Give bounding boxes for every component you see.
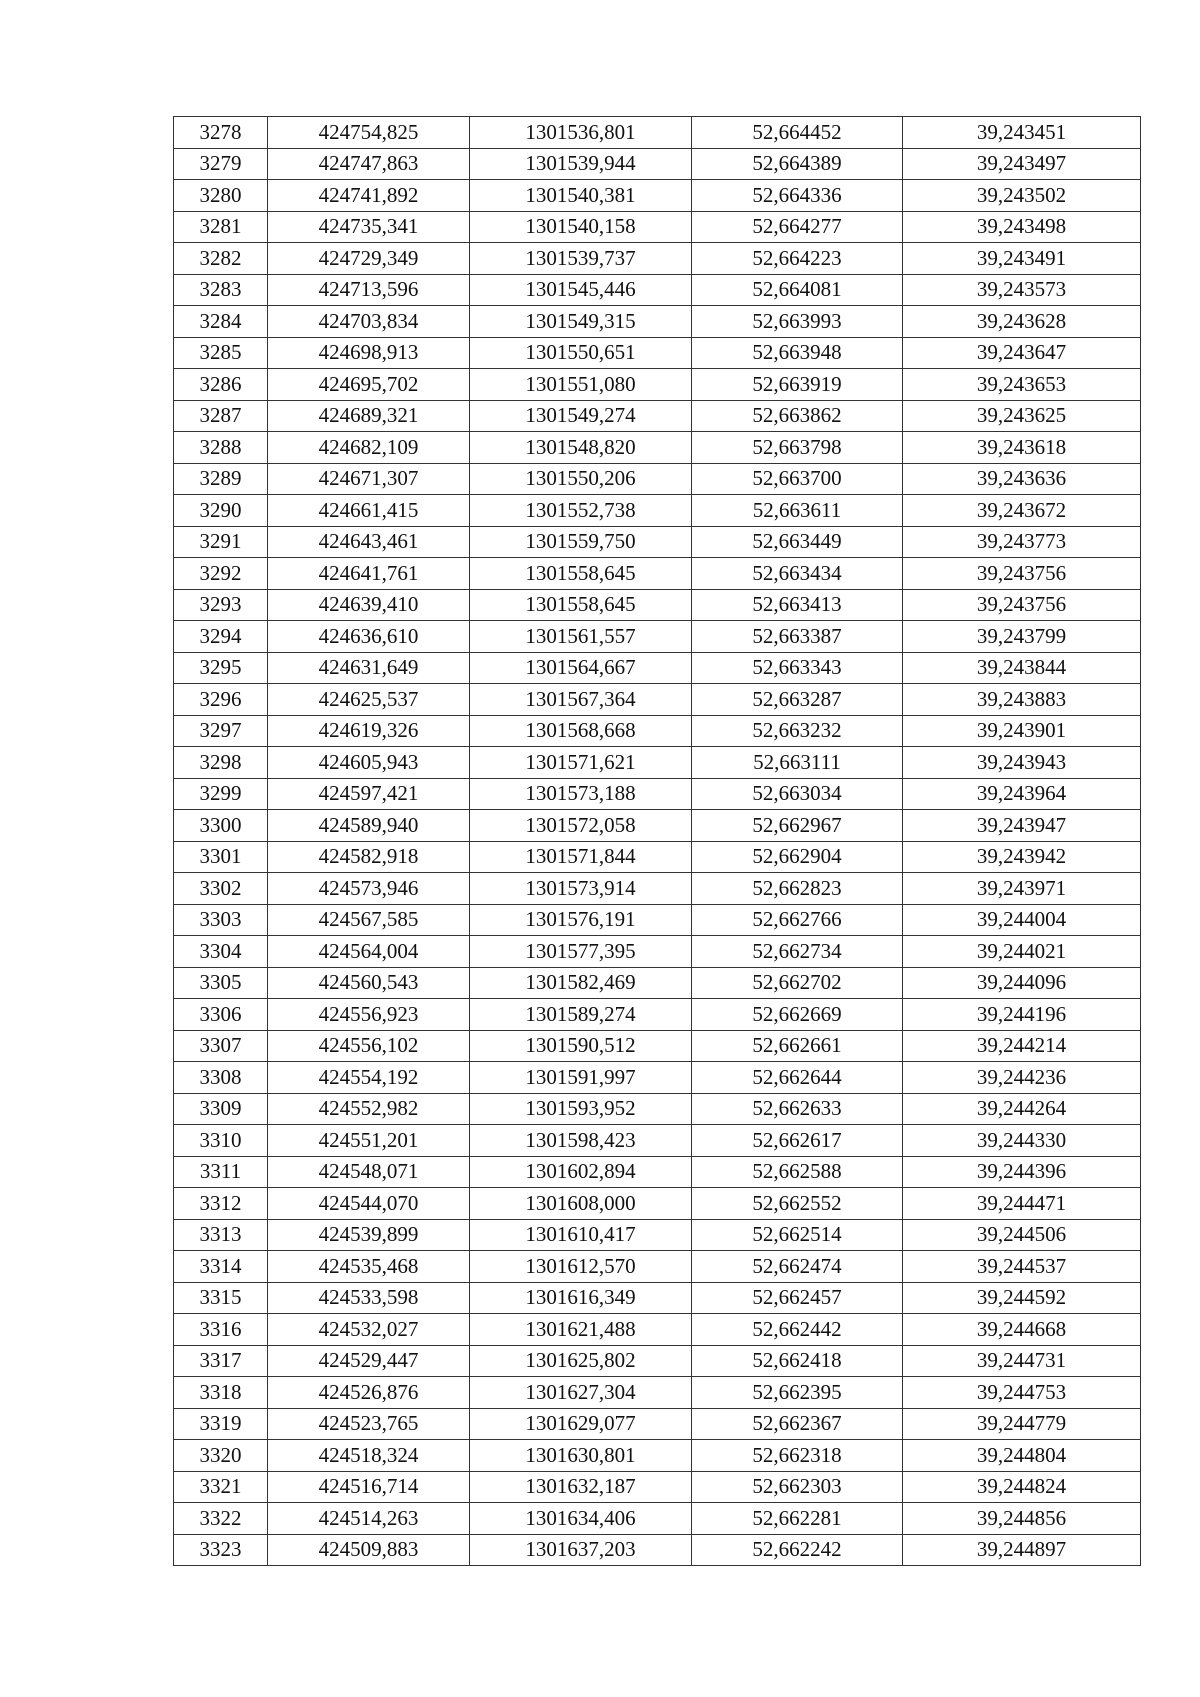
x-coordinate-cell: 424554,192 xyxy=(268,1062,470,1094)
point-number-cell: 3286 xyxy=(174,369,268,401)
latitude-cell: 52,663343 xyxy=(692,652,903,684)
x-coordinate-cell: 424532,027 xyxy=(268,1314,470,1346)
point-number-cell: 3283 xyxy=(174,274,268,306)
x-coordinate-cell: 424539,899 xyxy=(268,1219,470,1251)
longitude-cell: 39,243636 xyxy=(903,463,1141,495)
y-coordinate-cell: 1301550,206 xyxy=(470,463,692,495)
table-row xyxy=(174,904,1141,936)
longitude-cell: 39,244537 xyxy=(903,1251,1141,1283)
table-row xyxy=(174,180,1141,212)
x-coordinate-cell: 424703,834 xyxy=(268,306,470,338)
table-row xyxy=(174,747,1141,779)
table-row xyxy=(174,1125,1141,1157)
longitude-cell: 39,244196 xyxy=(903,999,1141,1031)
point-number-cell: 3290 xyxy=(174,495,268,527)
x-coordinate-cell: 424639,410 xyxy=(268,589,470,621)
latitude-cell: 52,663111 xyxy=(692,747,903,779)
table-row xyxy=(174,369,1141,401)
x-coordinate-cell: 424689,321 xyxy=(268,400,470,432)
point-number-cell: 3278 xyxy=(174,117,268,149)
point-number-cell: 3311 xyxy=(174,1156,268,1188)
x-coordinate-cell: 424518,324 xyxy=(268,1440,470,1472)
y-coordinate-cell: 1301558,645 xyxy=(470,589,692,621)
longitude-cell: 39,243942 xyxy=(903,841,1141,873)
y-coordinate-cell: 1301549,274 xyxy=(470,400,692,432)
latitude-cell: 52,664389 xyxy=(692,148,903,180)
latitude-cell: 52,662734 xyxy=(692,936,903,968)
x-coordinate-cell: 424695,702 xyxy=(268,369,470,401)
x-coordinate-cell: 424514,263 xyxy=(268,1503,470,1535)
latitude-cell: 52,662766 xyxy=(692,904,903,936)
table-row xyxy=(174,306,1141,338)
x-coordinate-cell: 424529,447 xyxy=(268,1345,470,1377)
y-coordinate-cell: 1301561,557 xyxy=(470,621,692,653)
y-coordinate-cell: 1301632,187 xyxy=(470,1471,692,1503)
y-coordinate-cell: 1301582,469 xyxy=(470,967,692,999)
y-coordinate-cell: 1301567,364 xyxy=(470,684,692,716)
x-coordinate-cell: 424597,421 xyxy=(268,778,470,810)
x-coordinate-cell: 424589,940 xyxy=(268,810,470,842)
y-coordinate-cell: 1301571,844 xyxy=(470,841,692,873)
latitude-cell: 52,662281 xyxy=(692,1503,903,1535)
latitude-cell: 52,663948 xyxy=(692,337,903,369)
latitude-cell: 52,662633 xyxy=(692,1093,903,1125)
latitude-cell: 52,664452 xyxy=(692,117,903,149)
table-row xyxy=(174,117,1141,149)
longitude-cell: 39,243502 xyxy=(903,180,1141,212)
table-row xyxy=(174,432,1141,464)
point-number-cell: 3287 xyxy=(174,400,268,432)
latitude-cell: 52,662442 xyxy=(692,1314,903,1346)
x-coordinate-cell: 424641,761 xyxy=(268,558,470,590)
latitude-cell: 52,662904 xyxy=(692,841,903,873)
latitude-cell: 52,662552 xyxy=(692,1188,903,1220)
point-number-cell: 3317 xyxy=(174,1345,268,1377)
latitude-cell: 52,663919 xyxy=(692,369,903,401)
point-number-cell: 3285 xyxy=(174,337,268,369)
table-row xyxy=(174,873,1141,905)
y-coordinate-cell: 1301608,000 xyxy=(470,1188,692,1220)
longitude-cell: 39,243498 xyxy=(903,211,1141,243)
latitude-cell: 52,663387 xyxy=(692,621,903,653)
y-coordinate-cell: 1301559,750 xyxy=(470,526,692,558)
longitude-cell: 39,244753 xyxy=(903,1377,1141,1409)
latitude-cell: 52,663611 xyxy=(692,495,903,527)
latitude-cell: 52,664277 xyxy=(692,211,903,243)
x-coordinate-cell: 424535,468 xyxy=(268,1251,470,1283)
table-row xyxy=(174,1030,1141,1062)
longitude-cell: 39,244021 xyxy=(903,936,1141,968)
y-coordinate-cell: 1301577,395 xyxy=(470,936,692,968)
table-row xyxy=(174,810,1141,842)
point-number-cell: 3319 xyxy=(174,1408,268,1440)
y-coordinate-cell: 1301610,417 xyxy=(470,1219,692,1251)
point-number-cell: 3294 xyxy=(174,621,268,653)
y-coordinate-cell: 1301634,406 xyxy=(470,1503,692,1535)
point-number-cell: 3297 xyxy=(174,715,268,747)
y-coordinate-cell: 1301621,488 xyxy=(470,1314,692,1346)
y-coordinate-cell: 1301591,997 xyxy=(470,1062,692,1094)
y-coordinate-cell: 1301571,621 xyxy=(470,747,692,779)
longitude-cell: 39,244330 xyxy=(903,1125,1141,1157)
table-row xyxy=(174,1219,1141,1251)
latitude-cell: 52,662967 xyxy=(692,810,903,842)
longitude-cell: 39,243497 xyxy=(903,148,1141,180)
table-row xyxy=(174,841,1141,873)
point-number-cell: 3300 xyxy=(174,810,268,842)
table-row xyxy=(174,936,1141,968)
latitude-cell: 52,664223 xyxy=(692,243,903,275)
table-row xyxy=(174,778,1141,810)
x-coordinate-cell: 424682,109 xyxy=(268,432,470,464)
table-row xyxy=(174,715,1141,747)
table-row xyxy=(174,967,1141,999)
table-row xyxy=(174,1345,1141,1377)
x-coordinate-cell: 424729,349 xyxy=(268,243,470,275)
longitude-cell: 39,243773 xyxy=(903,526,1141,558)
table-row xyxy=(174,243,1141,275)
y-coordinate-cell: 1301612,570 xyxy=(470,1251,692,1283)
x-coordinate-cell: 424636,610 xyxy=(268,621,470,653)
latitude-cell: 52,662588 xyxy=(692,1156,903,1188)
point-number-cell: 3315 xyxy=(174,1282,268,1314)
table-row xyxy=(174,1282,1141,1314)
coordinates-table-body xyxy=(174,117,1141,1566)
point-number-cell: 3307 xyxy=(174,1030,268,1062)
point-number-cell: 3284 xyxy=(174,306,268,338)
table-row xyxy=(174,148,1141,180)
longitude-cell: 39,244856 xyxy=(903,1503,1141,1535)
latitude-cell: 52,662303 xyxy=(692,1471,903,1503)
longitude-cell: 39,243672 xyxy=(903,495,1141,527)
longitude-cell: 39,243653 xyxy=(903,369,1141,401)
y-coordinate-cell: 1301593,952 xyxy=(470,1093,692,1125)
latitude-cell: 52,663862 xyxy=(692,400,903,432)
y-coordinate-cell: 1301616,349 xyxy=(470,1282,692,1314)
point-number-cell: 3320 xyxy=(174,1440,268,1472)
latitude-cell: 52,662242 xyxy=(692,1534,903,1566)
y-coordinate-cell: 1301630,801 xyxy=(470,1440,692,1472)
x-coordinate-cell: 424754,825 xyxy=(268,117,470,149)
y-coordinate-cell: 1301550,651 xyxy=(470,337,692,369)
y-coordinate-cell: 1301539,737 xyxy=(470,243,692,275)
table-row xyxy=(174,1534,1141,1566)
point-number-cell: 3282 xyxy=(174,243,268,275)
x-coordinate-cell: 424698,913 xyxy=(268,337,470,369)
latitude-cell: 52,662474 xyxy=(692,1251,903,1283)
point-number-cell: 3316 xyxy=(174,1314,268,1346)
longitude-cell: 39,244897 xyxy=(903,1534,1141,1566)
latitude-cell: 52,662457 xyxy=(692,1282,903,1314)
x-coordinate-cell: 424631,649 xyxy=(268,652,470,684)
longitude-cell: 39,244096 xyxy=(903,967,1141,999)
table-row xyxy=(174,1503,1141,1535)
y-coordinate-cell: 1301572,058 xyxy=(470,810,692,842)
y-coordinate-cell: 1301568,668 xyxy=(470,715,692,747)
table-row xyxy=(174,1251,1141,1283)
longitude-cell: 39,243618 xyxy=(903,432,1141,464)
longitude-cell: 39,244004 xyxy=(903,904,1141,936)
x-coordinate-cell: 424573,946 xyxy=(268,873,470,905)
longitude-cell: 39,243971 xyxy=(903,873,1141,905)
table-row xyxy=(174,999,1141,1031)
table-row xyxy=(174,652,1141,684)
table-row xyxy=(174,1440,1141,1472)
x-coordinate-cell: 424556,923 xyxy=(268,999,470,1031)
x-coordinate-cell: 424544,070 xyxy=(268,1188,470,1220)
longitude-cell: 39,243883 xyxy=(903,684,1141,716)
point-number-cell: 3318 xyxy=(174,1377,268,1409)
y-coordinate-cell: 1301540,158 xyxy=(470,211,692,243)
x-coordinate-cell: 424735,341 xyxy=(268,211,470,243)
y-coordinate-cell: 1301539,944 xyxy=(470,148,692,180)
longitude-cell: 39,243491 xyxy=(903,243,1141,275)
point-number-cell: 3292 xyxy=(174,558,268,590)
x-coordinate-cell: 424526,876 xyxy=(268,1377,470,1409)
point-number-cell: 3313 xyxy=(174,1219,268,1251)
point-number-cell: 3291 xyxy=(174,526,268,558)
point-number-cell: 3289 xyxy=(174,463,268,495)
longitude-cell: 39,244506 xyxy=(903,1219,1141,1251)
point-number-cell: 3299 xyxy=(174,778,268,810)
y-coordinate-cell: 1301564,667 xyxy=(470,652,692,684)
point-number-cell: 3309 xyxy=(174,1093,268,1125)
point-number-cell: 3305 xyxy=(174,967,268,999)
x-coordinate-cell: 424523,765 xyxy=(268,1408,470,1440)
y-coordinate-cell: 1301552,738 xyxy=(470,495,692,527)
point-number-cell: 3280 xyxy=(174,180,268,212)
longitude-cell: 39,244779 xyxy=(903,1408,1141,1440)
y-coordinate-cell: 1301536,801 xyxy=(470,117,692,149)
x-coordinate-cell: 424552,982 xyxy=(268,1093,470,1125)
y-coordinate-cell: 1301576,191 xyxy=(470,904,692,936)
y-coordinate-cell: 1301558,645 xyxy=(470,558,692,590)
table-row xyxy=(174,495,1141,527)
table-row xyxy=(174,526,1141,558)
table-row xyxy=(174,684,1141,716)
point-number-cell: 3323 xyxy=(174,1534,268,1566)
point-number-cell: 3281 xyxy=(174,211,268,243)
latitude-cell: 52,662395 xyxy=(692,1377,903,1409)
longitude-cell: 39,244236 xyxy=(903,1062,1141,1094)
longitude-cell: 39,244804 xyxy=(903,1440,1141,1472)
latitude-cell: 52,662702 xyxy=(692,967,903,999)
y-coordinate-cell: 1301548,820 xyxy=(470,432,692,464)
latitude-cell: 52,663700 xyxy=(692,463,903,495)
latitude-cell: 52,663993 xyxy=(692,306,903,338)
longitude-cell: 39,243943 xyxy=(903,747,1141,779)
table-row xyxy=(174,1314,1141,1346)
table-row xyxy=(174,1062,1141,1094)
x-coordinate-cell: 424509,883 xyxy=(268,1534,470,1566)
longitude-cell: 39,244824 xyxy=(903,1471,1141,1503)
point-number-cell: 3322 xyxy=(174,1503,268,1535)
longitude-cell: 39,243628 xyxy=(903,306,1141,338)
longitude-cell: 39,244264 xyxy=(903,1093,1141,1125)
latitude-cell: 52,663034 xyxy=(692,778,903,810)
latitude-cell: 52,662617 xyxy=(692,1125,903,1157)
y-coordinate-cell: 1301625,802 xyxy=(470,1345,692,1377)
table-row xyxy=(174,1377,1141,1409)
table-row xyxy=(174,337,1141,369)
y-coordinate-cell: 1301549,315 xyxy=(470,306,692,338)
point-number-cell: 3306 xyxy=(174,999,268,1031)
longitude-cell: 39,243756 xyxy=(903,558,1141,590)
table-row xyxy=(174,1471,1141,1503)
longitude-cell: 39,244592 xyxy=(903,1282,1141,1314)
y-coordinate-cell: 1301573,914 xyxy=(470,873,692,905)
table-row xyxy=(174,211,1141,243)
latitude-cell: 52,662823 xyxy=(692,873,903,905)
point-number-cell: 3295 xyxy=(174,652,268,684)
latitude-cell: 52,663287 xyxy=(692,684,903,716)
longitude-cell: 39,243625 xyxy=(903,400,1141,432)
x-coordinate-cell: 424747,863 xyxy=(268,148,470,180)
table-row xyxy=(174,558,1141,590)
x-coordinate-cell: 424560,543 xyxy=(268,967,470,999)
y-coordinate-cell: 1301627,304 xyxy=(470,1377,692,1409)
table-row xyxy=(174,463,1141,495)
x-coordinate-cell: 424625,537 xyxy=(268,684,470,716)
latitude-cell: 52,662644 xyxy=(692,1062,903,1094)
coordinates-table xyxy=(173,116,1141,1566)
latitude-cell: 52,663449 xyxy=(692,526,903,558)
y-coordinate-cell: 1301545,446 xyxy=(470,274,692,306)
point-number-cell: 3303 xyxy=(174,904,268,936)
point-number-cell: 3296 xyxy=(174,684,268,716)
y-coordinate-cell: 1301589,274 xyxy=(470,999,692,1031)
y-coordinate-cell: 1301590,512 xyxy=(470,1030,692,1062)
point-number-cell: 3310 xyxy=(174,1125,268,1157)
point-number-cell: 3302 xyxy=(174,873,268,905)
table-row xyxy=(174,274,1141,306)
latitude-cell: 52,662318 xyxy=(692,1440,903,1472)
x-coordinate-cell: 424582,918 xyxy=(268,841,470,873)
longitude-cell: 39,243451 xyxy=(903,117,1141,149)
point-number-cell: 3293 xyxy=(174,589,268,621)
longitude-cell: 39,244668 xyxy=(903,1314,1141,1346)
longitude-cell: 39,243647 xyxy=(903,337,1141,369)
longitude-cell: 39,243844 xyxy=(903,652,1141,684)
longitude-cell: 39,243947 xyxy=(903,810,1141,842)
point-number-cell: 3304 xyxy=(174,936,268,968)
x-coordinate-cell: 424551,201 xyxy=(268,1125,470,1157)
point-number-cell: 3314 xyxy=(174,1251,268,1283)
latitude-cell: 52,663434 xyxy=(692,558,903,590)
latitude-cell: 52,663413 xyxy=(692,589,903,621)
x-coordinate-cell: 424671,307 xyxy=(268,463,470,495)
y-coordinate-cell: 1301602,894 xyxy=(470,1156,692,1188)
x-coordinate-cell: 424567,585 xyxy=(268,904,470,936)
longitude-cell: 39,244214 xyxy=(903,1030,1141,1062)
table-row xyxy=(174,621,1141,653)
y-coordinate-cell: 1301629,077 xyxy=(470,1408,692,1440)
y-coordinate-cell: 1301598,423 xyxy=(470,1125,692,1157)
longitude-cell: 39,243964 xyxy=(903,778,1141,810)
longitude-cell: 39,243573 xyxy=(903,274,1141,306)
latitude-cell: 52,664081 xyxy=(692,274,903,306)
latitude-cell: 52,663232 xyxy=(692,715,903,747)
latitude-cell: 52,663798 xyxy=(692,432,903,464)
x-coordinate-cell: 424556,102 xyxy=(268,1030,470,1062)
x-coordinate-cell: 424533,598 xyxy=(268,1282,470,1314)
x-coordinate-cell: 424605,943 xyxy=(268,747,470,779)
longitude-cell: 39,244396 xyxy=(903,1156,1141,1188)
point-number-cell: 3312 xyxy=(174,1188,268,1220)
longitude-cell: 39,244471 xyxy=(903,1188,1141,1220)
x-coordinate-cell: 424741,892 xyxy=(268,180,470,212)
latitude-cell: 52,662367 xyxy=(692,1408,903,1440)
table-row xyxy=(174,589,1141,621)
point-number-cell: 3279 xyxy=(174,148,268,180)
y-coordinate-cell: 1301573,188 xyxy=(470,778,692,810)
y-coordinate-cell: 1301540,381 xyxy=(470,180,692,212)
point-number-cell: 3308 xyxy=(174,1062,268,1094)
table-row xyxy=(174,1188,1141,1220)
table-row xyxy=(174,400,1141,432)
point-number-cell: 3298 xyxy=(174,747,268,779)
y-coordinate-cell: 1301637,203 xyxy=(470,1534,692,1566)
x-coordinate-cell: 424661,415 xyxy=(268,495,470,527)
latitude-cell: 52,662669 xyxy=(692,999,903,1031)
latitude-cell: 52,662514 xyxy=(692,1219,903,1251)
longitude-cell: 39,243799 xyxy=(903,621,1141,653)
point-number-cell: 3301 xyxy=(174,841,268,873)
table-row xyxy=(174,1093,1141,1125)
table-row xyxy=(174,1156,1141,1188)
longitude-cell: 39,243756 xyxy=(903,589,1141,621)
latitude-cell: 52,662661 xyxy=(692,1030,903,1062)
x-coordinate-cell: 424516,714 xyxy=(268,1471,470,1503)
table-row xyxy=(174,1408,1141,1440)
longitude-cell: 39,244731 xyxy=(903,1345,1141,1377)
x-coordinate-cell: 424564,004 xyxy=(268,936,470,968)
x-coordinate-cell: 424548,071 xyxy=(268,1156,470,1188)
point-number-cell: 3288 xyxy=(174,432,268,464)
x-coordinate-cell: 424713,596 xyxy=(268,274,470,306)
latitude-cell: 52,662418 xyxy=(692,1345,903,1377)
x-coordinate-cell: 424643,461 xyxy=(268,526,470,558)
point-number-cell: 3321 xyxy=(174,1471,268,1503)
x-coordinate-cell: 424619,326 xyxy=(268,715,470,747)
latitude-cell: 52,664336 xyxy=(692,180,903,212)
y-coordinate-cell: 1301551,080 xyxy=(470,369,692,401)
longitude-cell: 39,243901 xyxy=(903,715,1141,747)
